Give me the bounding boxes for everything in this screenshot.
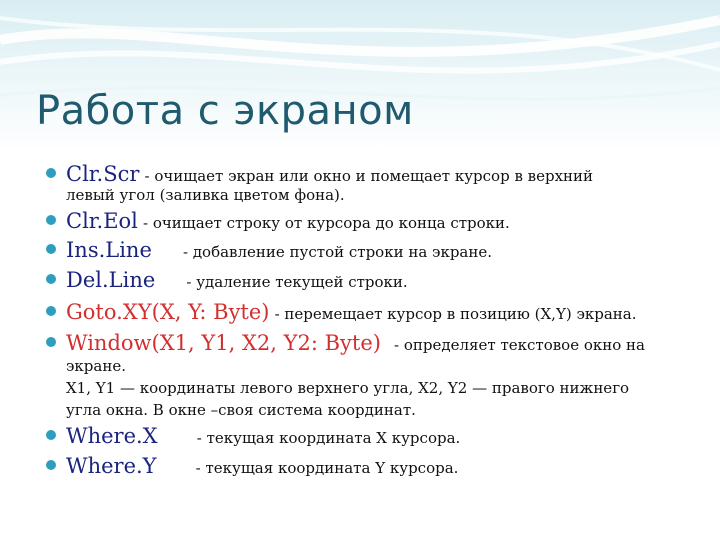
bullet-icon [46, 215, 56, 225]
bullet-icon [46, 337, 56, 347]
slide-title: Работа с экраном [36, 88, 414, 134]
command-description: - добавление пустой строки на экране. [182, 243, 493, 261]
command-name: Ins.Line [66, 238, 152, 262]
command-description: - удаление текущей строки. [186, 273, 408, 291]
command-description: - очищает экран или окно и помещает курсор в верхний [144, 167, 594, 185]
command-name: Del.Line [66, 268, 156, 292]
command-name: Clr.Scr [66, 162, 140, 186]
command-description: - очищает строку от курсора до конца строки. [142, 214, 510, 232]
command-description-continued: экране. [66, 357, 126, 375]
command-name: Where.Y [66, 454, 157, 478]
command-name: Window(X1, Y1, X2, Y2: Byte) [66, 331, 381, 355]
command-description: - перемещает курсор в позицию (X,Y) экрана. [274, 305, 637, 323]
bullet-icon [46, 244, 56, 254]
command-description-continued: левый угол (заливка цветом фона). [66, 186, 345, 204]
command-name: Goto.XY(X, Y: Byte) [66, 300, 270, 324]
bullet-icon [46, 460, 56, 470]
bullet-icon [46, 168, 56, 178]
command-description: - текущая координата Y курсора. [195, 459, 459, 477]
note-line: угла окна. В окне –своя система координат. [66, 401, 416, 419]
command-description: - текущая координата X курсора. [196, 429, 461, 447]
command-name: Where.X [66, 424, 158, 448]
command-description: - определяет текстовое окно на [394, 336, 645, 354]
bullet-icon [46, 306, 56, 316]
bullet-icon [46, 274, 56, 284]
note-line: X1, Y1 — координаты левого верхнего угла, X2, Y2 — правого нижнего [66, 379, 630, 397]
bullet-icon [46, 430, 56, 440]
command-name: Clr.Eol [66, 209, 138, 233]
